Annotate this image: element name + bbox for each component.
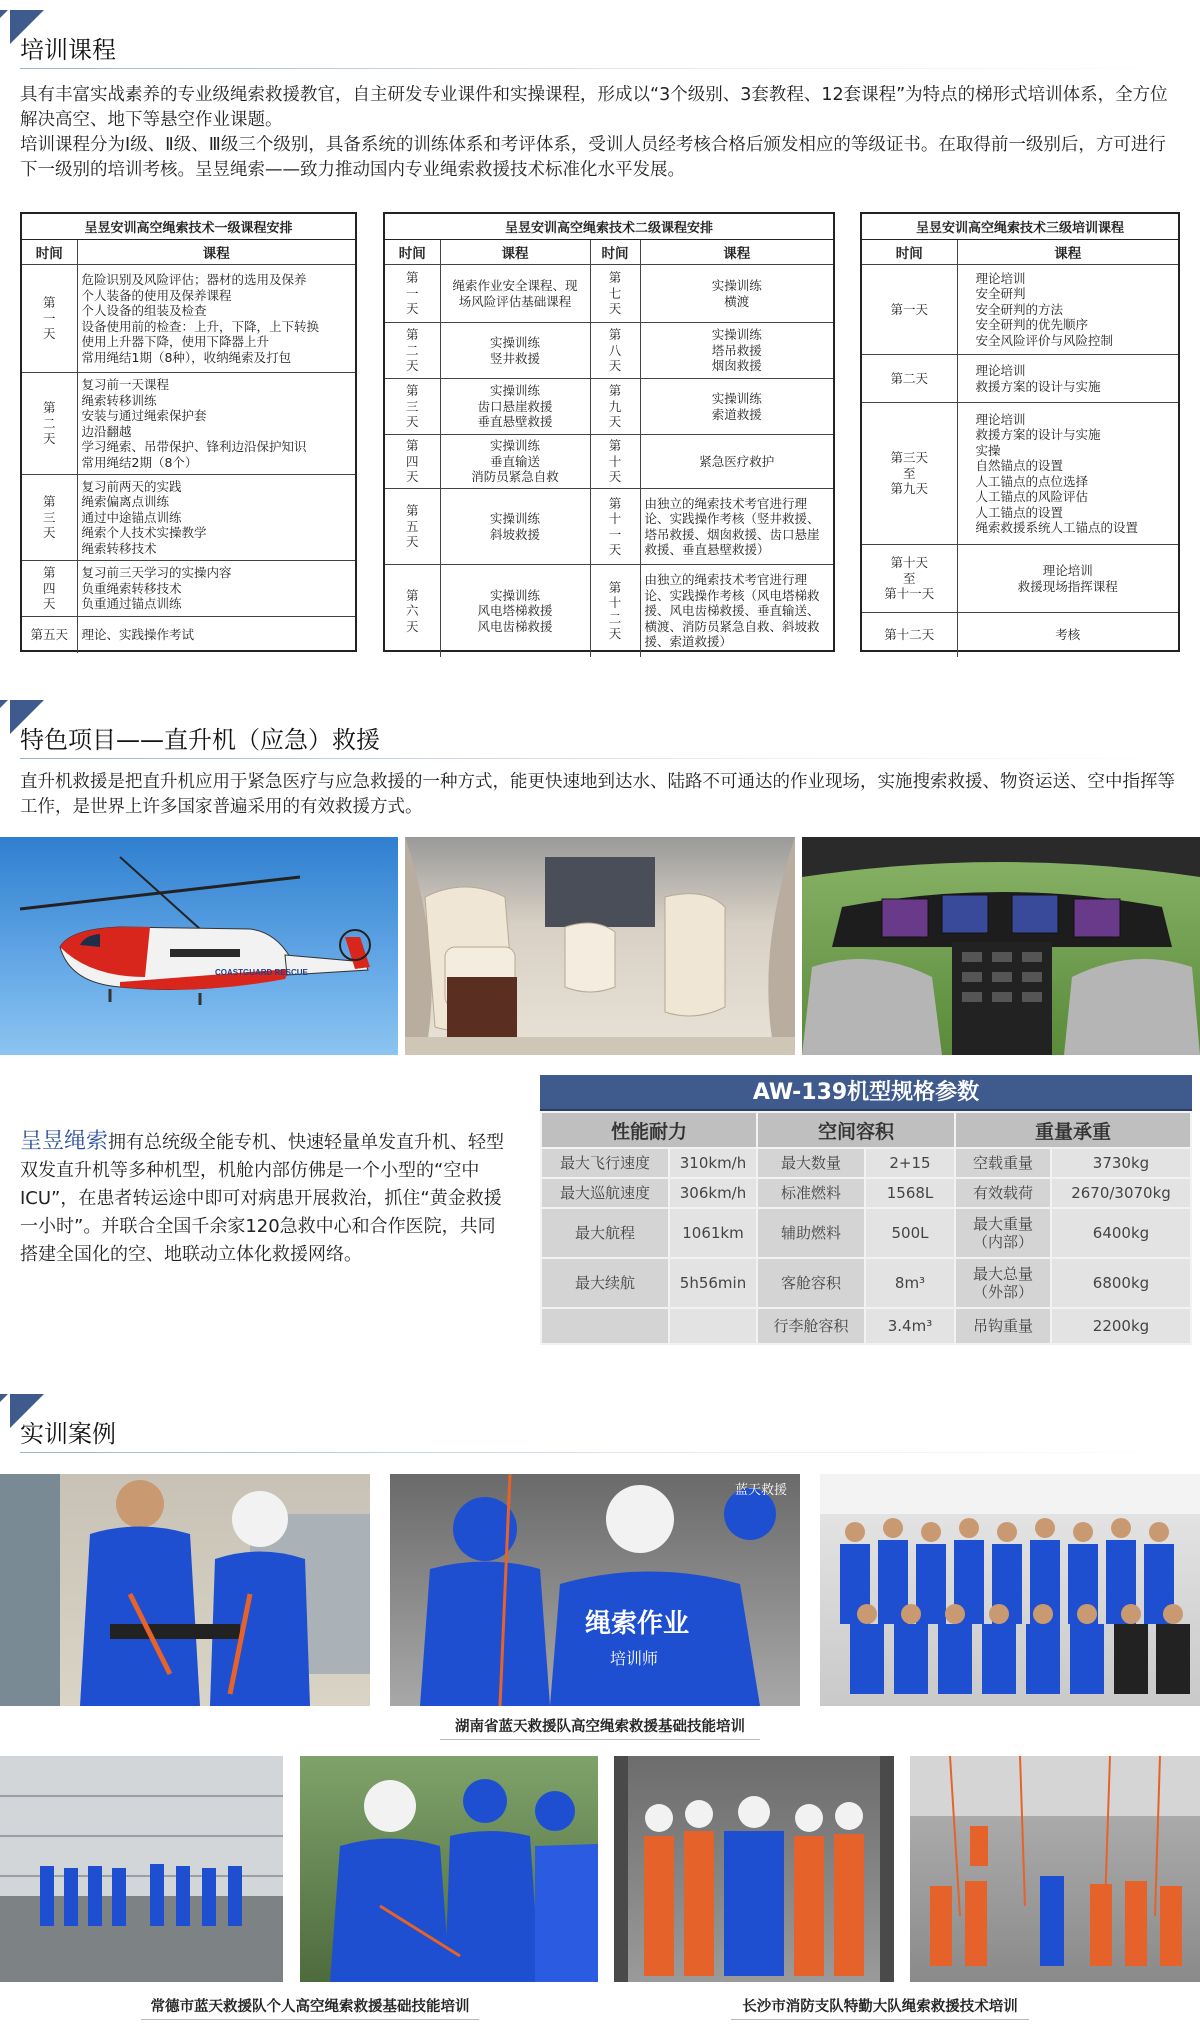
training-photo-harness bbox=[0, 1474, 370, 1706]
cabin-illustration bbox=[405, 837, 795, 1055]
spec-row bbox=[541, 1258, 1191, 1308]
caption-changsha-training: 长沙市消防支队特勤大队绳索救援技术培训 bbox=[735, 1995, 1025, 2016]
spec-value: 6800kg bbox=[1051, 1258, 1191, 1308]
table-row bbox=[385, 323, 833, 379]
header-course: 课程 bbox=[77, 240, 355, 265]
course-cell: 理论培训 救援方案的设计与实施 bbox=[957, 355, 1178, 403]
table-row bbox=[385, 435, 833, 489]
time-cell: 第 九 天 bbox=[590, 379, 640, 435]
levels-paragraph: 培训课程分为Ⅰ级、Ⅱ级、Ⅲ级三个级别，具备系统的训练体系和考评体系，受训人员经考核合格后颁发相应的等级证书。在取得前一级别后，方可进行下一级别的培训考核。呈昱绳索——致力推动国内专业绳索救援技术标准化水平发展。 bbox=[20, 135, 1166, 180]
header-course: 课程 bbox=[640, 240, 833, 265]
course-cell: 紧急医疗救护 bbox=[640, 435, 833, 489]
table-row bbox=[862, 403, 1178, 545]
spec-value: 5h56min bbox=[669, 1258, 757, 1308]
table-row bbox=[862, 613, 1178, 657]
spec-key bbox=[541, 1308, 669, 1344]
divider bbox=[20, 758, 1200, 759]
brand-name: 呈昱绳索 bbox=[20, 1129, 109, 1154]
header-time: 时间 bbox=[22, 240, 77, 265]
time-cell: 第 十 二 天 bbox=[590, 565, 640, 657]
spec-value: 1568L bbox=[865, 1178, 955, 1208]
spec-value: 1061km bbox=[669, 1208, 757, 1258]
course-cell: 实操训练 索道救援 bbox=[640, 379, 833, 435]
time-cell: 第二天 bbox=[862, 355, 957, 403]
training-photo-group bbox=[820, 1474, 1200, 1706]
header-course: 课程 bbox=[440, 240, 590, 265]
spec-value: 3730kg bbox=[1051, 1148, 1191, 1178]
time-cell: 第五天 bbox=[22, 617, 77, 653]
divider bbox=[20, 68, 1200, 69]
spec-title: AW-139机型规格参数 bbox=[540, 1075, 1192, 1111]
course-cell: 实操训练 竖井救援 bbox=[440, 323, 590, 379]
spec-value bbox=[669, 1308, 757, 1344]
course-cell: 复习前两天的实践 绳索偏离点训练 通过中途锚点训练 绳索个人技术实操教学 绳索转移技术 bbox=[77, 475, 355, 561]
spec-key: 标准燃料 bbox=[757, 1178, 865, 1208]
spec-key: 空载重量 bbox=[955, 1148, 1051, 1178]
table-row bbox=[22, 373, 355, 475]
caption-changde-training: 常德市蓝天救援队个人高空绳索救援基础技能培训 bbox=[145, 1995, 475, 2016]
helicopter-photo bbox=[0, 837, 398, 1055]
course-cell: 复习前一天课程 绳索转移训练 安装与通过绳索保护套 边沿翻越 学习绳索、吊带保护、锋利边沿保护知识 常用绳结2期（8个） bbox=[77, 373, 355, 475]
course-cell: 理论培训 救援现场指挥课程 bbox=[957, 545, 1178, 613]
table-row bbox=[22, 475, 355, 561]
course-table-level1 bbox=[20, 212, 357, 652]
spec-row bbox=[541, 1208, 1191, 1258]
time-cell: 第 八 天 bbox=[590, 323, 640, 379]
spec-key: 最大飞行速度 bbox=[541, 1148, 669, 1178]
time-cell: 第 二 天 bbox=[385, 323, 440, 379]
course-cell: 理论培训 安全研判 安全研判的方法 安全研判的优先顺序 安全风险评价与风险控制 bbox=[957, 265, 1178, 355]
spec-value: 8m³ bbox=[865, 1258, 955, 1308]
cabin-interior-photo bbox=[405, 837, 795, 1055]
course-cell: 实操训练 垂直输送 消防员紧急自救 bbox=[440, 435, 590, 489]
course-cell: 绳索作业安全课程、现 场风险评估基础课程 bbox=[440, 265, 590, 323]
heli-label: COASTGUARD RESCUE bbox=[215, 968, 308, 977]
time-cell: 第 四 天 bbox=[385, 435, 440, 489]
course-cell: 实操训练 横渡 bbox=[640, 265, 833, 323]
training-photo-changde-helmets bbox=[300, 1756, 598, 1982]
time-cell: 第一天 bbox=[862, 265, 957, 355]
spec-key: 最大续航 bbox=[541, 1258, 669, 1308]
description-text: 拥有总统级全能专机、快速轻量单发直升机、轻型双发直升机等多种机型，机舱内部仿佛是一个小型的“空中ICU”，在患者转运途中即可对病患开展救治，抓住“黄金救援一小时”。并联合全国千余家120急救中心和合作医院，共同搭建全国化的空、地联动立体化救援网络。 bbox=[20, 1132, 505, 1265]
course-cell: 实操训练 塔吊救援 烟囱救援 bbox=[640, 323, 833, 379]
table-title: 呈昱安训高空绳索技术三级培训课程 bbox=[862, 214, 1178, 240]
spec-value: 3.4m³ bbox=[865, 1308, 955, 1344]
spec-key: 行李舱容积 bbox=[757, 1308, 865, 1344]
cockpit-illustration bbox=[802, 837, 1200, 1055]
spec-key: 最大数量 bbox=[757, 1148, 865, 1178]
spec-key: 最大航程 bbox=[541, 1208, 669, 1258]
time-cell: 第 四 天 bbox=[22, 561, 77, 617]
training-photo-changsha-fire bbox=[614, 1756, 894, 1982]
course-cell: 由独立的绳索技术考官进行理论、实践操作考核（竖井救援、塔吊救援、烟囱救援、齿口悬崖救援、垂直悬壁救援） bbox=[640, 489, 833, 565]
spec-value: 500L bbox=[865, 1208, 955, 1258]
spec-key: 最大巡航速度 bbox=[541, 1178, 669, 1208]
time-cell: 第 十 天 bbox=[590, 435, 640, 489]
table-row bbox=[385, 265, 833, 323]
time-cell: 第 二 天 bbox=[22, 373, 77, 475]
table-row bbox=[385, 379, 833, 435]
table-row bbox=[22, 265, 355, 373]
time-cell: 第 三 天 bbox=[22, 475, 77, 561]
table-row bbox=[22, 561, 355, 617]
spec-key: 有效载荷 bbox=[955, 1178, 1051, 1208]
time-cell: 第十二天 bbox=[862, 613, 957, 657]
spec-key: 最大重量 （内部） bbox=[955, 1208, 1051, 1258]
helicopter-description bbox=[20, 1128, 510, 1269]
spec-header-space: 空间容积 bbox=[757, 1112, 955, 1148]
time-cell: 第 一 天 bbox=[385, 265, 440, 323]
spec-value: 2200kg bbox=[1051, 1308, 1191, 1344]
table-title: 呈昱安训高空绳索技术一级课程安排 bbox=[22, 214, 355, 240]
cockpit-photo bbox=[802, 837, 1200, 1055]
course-cell: 实操训练 风电塔梯救援 风电齿梯救援 bbox=[440, 565, 590, 657]
training-illustration bbox=[0, 1474, 370, 1706]
table-row bbox=[862, 355, 1178, 403]
spec-key: 最大总量 （外部） bbox=[955, 1258, 1051, 1308]
course-table-level3 bbox=[860, 212, 1180, 652]
training-illustration bbox=[390, 1474, 800, 1706]
time-cell: 第 五 天 bbox=[385, 489, 440, 565]
outdoor-illustration bbox=[0, 1756, 283, 1982]
course-cell: 危险识别及风险评估；器材的选用及保养 个人装备的使用及保养课程 个人设备的组装及检查 设备使用前的检查：上升，下降，上下转换 使用上升器下降，使用下降器上升 常用绳结1期（8种），收纳绳索及打包 bbox=[77, 265, 355, 373]
time-cell: 第 一 天 bbox=[22, 265, 77, 373]
badge-label: 蓝天救援 bbox=[735, 1482, 788, 1497]
spec-value: 306km/h bbox=[669, 1178, 757, 1208]
firefighters-illustration bbox=[614, 1756, 894, 1982]
spec-value: 6400kg bbox=[1051, 1208, 1191, 1258]
helicopter-paragraph: 直升机救援是把直升机应用于紧急医疗与应急救援的一种方式，能更快速地到达水、陆路不可通达的作业现场，实施搜索救援、物资运送、空中指挥等工作，是世界上许多国家普遍采用的有效救援方式。 bbox=[20, 772, 1175, 817]
training-photo-changde-outdoor bbox=[0, 1756, 283, 1982]
time-cell: 第十天 至 第十一天 bbox=[862, 545, 957, 613]
helicopter-illustration bbox=[0, 837, 398, 1055]
time-cell: 第三天 至 第九天 bbox=[862, 403, 957, 545]
intro-paragraph: 具有丰富实战素养的专业级绳索救援教官，自主研发专业课件和实操课程，形成以“3个级别、3套教程、12套课程”为特点的梯形式培训体系，全方位解决高空、地下等悬空作业课题。 bbox=[20, 85, 1168, 130]
spec-row bbox=[541, 1148, 1191, 1178]
table-row bbox=[862, 265, 1178, 355]
aw139-spec-table bbox=[540, 1075, 1192, 1345]
spec-header-weight: 重量承重 bbox=[955, 1112, 1191, 1148]
time-cell: 第 十 一 天 bbox=[590, 489, 640, 565]
header-time: 时间 bbox=[862, 240, 957, 265]
table-row bbox=[862, 545, 1178, 613]
spec-value: 2+15 bbox=[865, 1148, 955, 1178]
course-cell: 实操训练 齿口悬崖救援 垂直悬壁救援 bbox=[440, 379, 590, 435]
table-title: 呈昱安训高空绳索技术二级课程安排 bbox=[385, 214, 833, 240]
training-photo-changsha-rope bbox=[910, 1756, 1200, 1982]
course-table-level2 bbox=[383, 212, 835, 652]
course-cell: 实操训练 斜坡救援 bbox=[440, 489, 590, 565]
spec-row bbox=[541, 1308, 1191, 1344]
section-title: 实训案例 bbox=[20, 1420, 116, 1448]
spec-value: 310km/h bbox=[669, 1148, 757, 1178]
training-photo-instructor bbox=[390, 1474, 800, 1706]
section-title: 特色项目——直升机（应急）救援 bbox=[20, 726, 380, 754]
header-time: 时间 bbox=[590, 240, 640, 265]
spec-key: 吊钩重量 bbox=[955, 1308, 1051, 1344]
course-cell: 由独立的绳索技术考官进行理论、实践操作考核（风电塔梯救援、风电齿梯救援、垂直输送、横渡、消防员紧急自救、斜坡救援、索道救援） bbox=[640, 565, 833, 657]
divider bbox=[20, 1452, 1200, 1453]
course-cell: 复习前三天学习的实操内容 负重绳索转移技术 负重通过锚点训练 bbox=[77, 561, 355, 617]
group-illustration bbox=[820, 1474, 1200, 1706]
header-course: 课程 bbox=[957, 240, 1178, 265]
rope-training-illustration bbox=[910, 1756, 1200, 1982]
caption-hunan-training: 湖南省蓝天救援队高空绳索救援基础技能培训 bbox=[444, 1715, 756, 1736]
time-cell: 第 七 天 bbox=[590, 265, 640, 323]
time-cell: 第 三 天 bbox=[385, 379, 440, 435]
spec-key: 辅助燃料 bbox=[757, 1208, 865, 1258]
time-cell: 第 六 天 bbox=[385, 565, 440, 657]
section-header-training bbox=[0, 10, 1200, 70]
header-time: 时间 bbox=[385, 240, 440, 265]
shirt-label: 绳索作业 bbox=[585, 1608, 690, 1638]
shirt-sublabel: 培训师 bbox=[610, 1651, 659, 1668]
course-cell: 考核 bbox=[957, 613, 1178, 657]
section-title: 培训课程 bbox=[20, 36, 116, 64]
spec-row bbox=[541, 1178, 1191, 1208]
course-cell: 理论培训 救援方案的设计与实施 实操 自然锚点的设置 人工锚点的点位选择 人工锚点的风险评估 人工锚点的设置 绳索救援系统人工锚点的设置 bbox=[957, 403, 1178, 545]
table-row bbox=[385, 565, 833, 657]
table-row bbox=[22, 617, 355, 653]
spec-value: 2670/3070kg bbox=[1051, 1178, 1191, 1208]
spec-key: 客舱容积 bbox=[757, 1258, 865, 1308]
spec-header-performance: 性能耐力 bbox=[541, 1112, 757, 1148]
helmets-illustration bbox=[300, 1756, 598, 1982]
section-header-cases bbox=[0, 1394, 1200, 1454]
table-row bbox=[385, 489, 833, 565]
course-cell: 理论、实践操作考试 bbox=[77, 617, 355, 653]
section-header-helicopter bbox=[0, 700, 1200, 760]
